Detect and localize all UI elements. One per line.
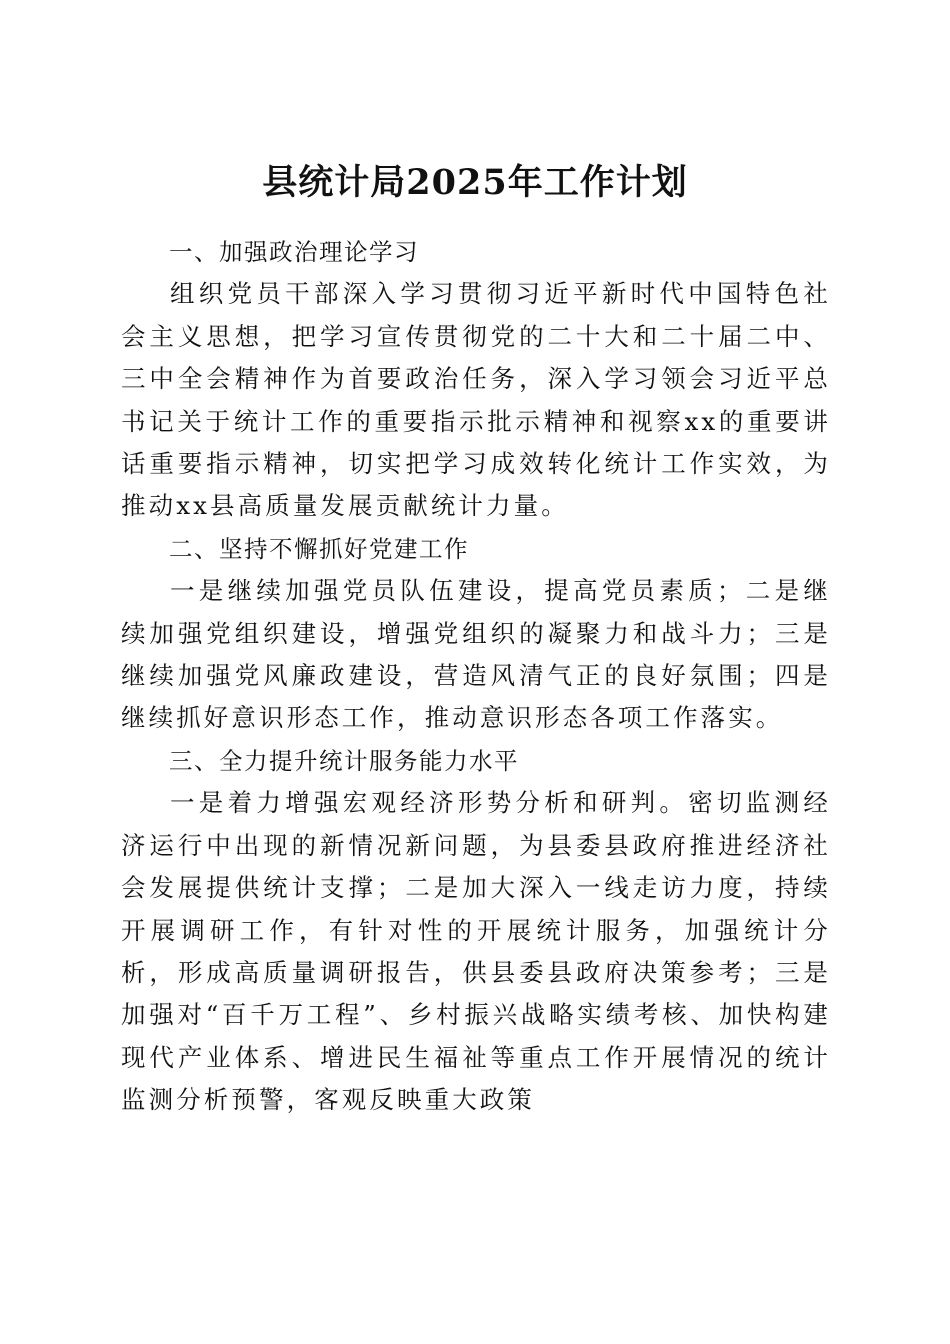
section-paragraph: 一是着力增强宏观经济形势分析和研判。密切监测经济运行中出现的新情况新问题，为县委县政府推进经济社会发展提供统计支撑；二是加大深入一线走访力度，持续开展调研工作，有针对性的开展统计服务，加强统计分析，形成高质量调研报告，供县委县政府决策参考；三是加强对“百千万工程”、乡村振兴战略实绩考核、加快构建现代产业体系、增进民生福祉等重点工作开展情况的统计监测分析预警，客观反映重大政策	[121, 788, 831, 1115]
section-heading: 一、加强政治理论学习	[169, 238, 419, 266]
document-body	[121, 231, 831, 1122]
section-paragraph: 组织党员干部深入学习贯彻习近平新时代中国特色社会主义思想，把学习宣传贯彻党的二十大和二十届二中、三中全会精神作为首要政治任务，深入学习领会习近平总书记关于统计工作的重要指示批示精神和视察xx的重要讲话重要指示精神，切实把学习成效转化统计工作实效，为推动xx县高质量发展贡献统计力量。	[121, 279, 831, 521]
section-paragraph: 一是继续加强党员队伍建设，提高党员素质；二是继续加强党组织建设，增强党组织的凝聚力和战斗力；三是继续加强党风廉政建设，营造风清气正的良好氛围；四是继续抓好意识形态工作，推动意识形态各项工作落实。	[121, 576, 831, 733]
document-title: 县统计局2025年工作计划	[262, 162, 688, 204]
section-statistics-service	[121, 740, 831, 1122]
section-heading: 二、坚持不懈抓好党建工作	[169, 534, 469, 563]
section-party-building	[121, 528, 831, 740]
section-political-study	[121, 231, 831, 528]
section-heading: 三、全力提升统计服务能力水平	[169, 746, 519, 775]
